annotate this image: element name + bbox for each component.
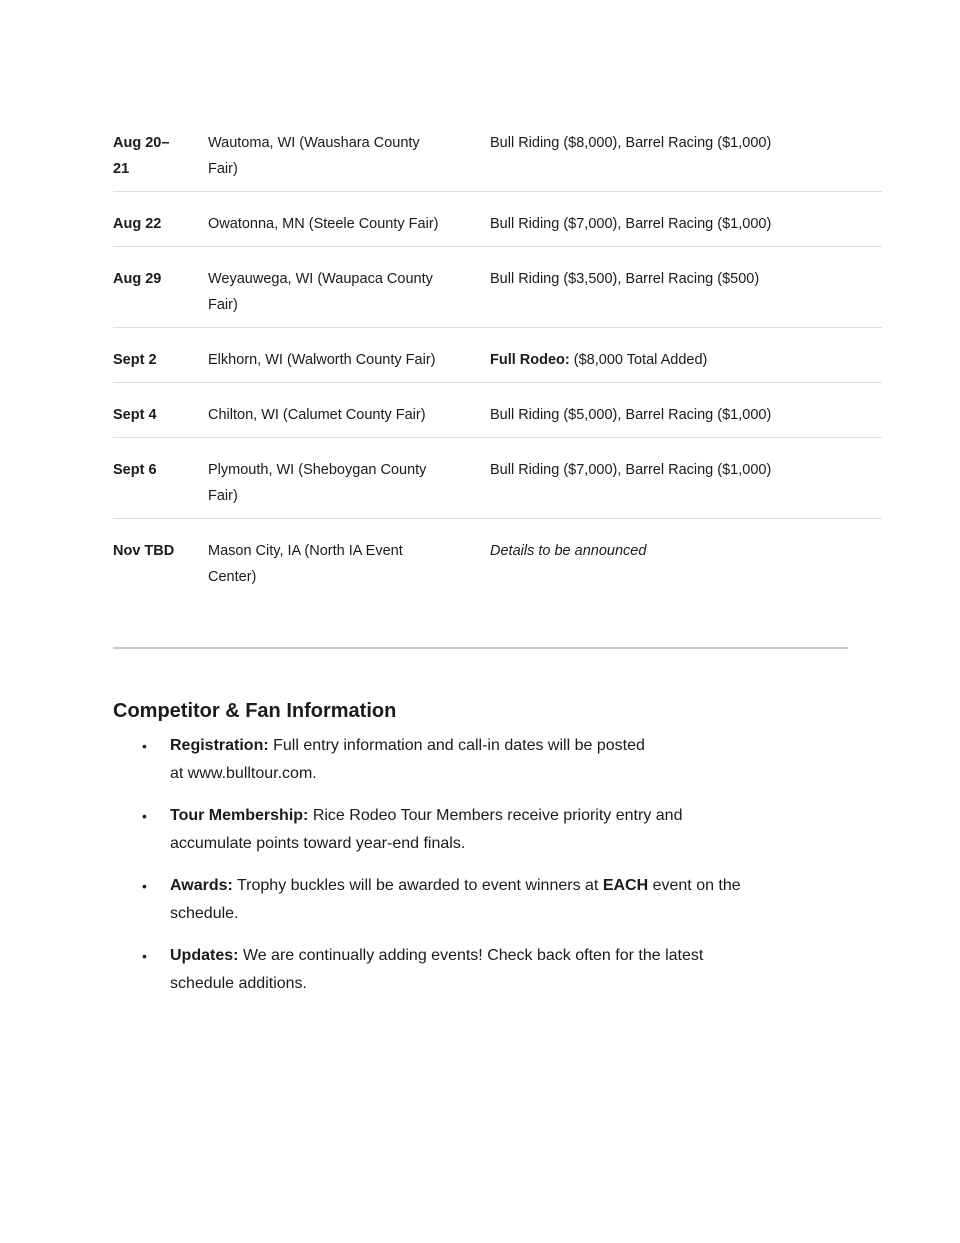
location-line: Chilton, WI (Calumet County Fair) xyxy=(208,407,426,423)
text-run: ($8,000 Total Added) xyxy=(569,352,708,368)
bullet-line xyxy=(170,872,853,900)
location-line: Fair) xyxy=(208,161,238,177)
list-item-awards xyxy=(113,872,853,928)
location-line: Mason City, IA (North IA Event xyxy=(208,543,403,559)
date-line: Sept 2 xyxy=(113,352,157,368)
events-cell xyxy=(490,402,882,428)
list-item-tour-membership xyxy=(113,802,853,858)
text-run: EACH xyxy=(602,877,649,894)
text-run: Bull Riding ($7,000), Barrel Racing ($1,000) xyxy=(490,462,772,478)
table-row xyxy=(113,383,882,438)
text-run: Details to be announced xyxy=(490,543,647,559)
bullet-line xyxy=(170,802,853,830)
text-run: Bull Riding ($3,500), Barrel Racing ($500) xyxy=(490,271,760,287)
table-row xyxy=(113,192,882,247)
section-divider xyxy=(113,647,848,649)
list-item-updates xyxy=(113,942,853,998)
table-row xyxy=(113,328,882,383)
text-run: Rice Rodeo Tour Members receive priority entry and xyxy=(308,807,683,824)
bullet-icon: • xyxy=(142,948,147,964)
info-list xyxy=(113,732,853,1012)
list-item-registration xyxy=(113,732,853,788)
text-run: Tour Membership: xyxy=(170,807,309,824)
bullet-line xyxy=(170,830,853,858)
location-line: Plymouth, WI (Sheboygan County xyxy=(208,462,427,478)
date-line: Aug 20– xyxy=(113,135,170,151)
events-cell xyxy=(490,347,882,373)
location-line: Center) xyxy=(208,569,257,585)
text-run: at www.bulltour.com. xyxy=(170,765,317,782)
location-cell xyxy=(208,211,490,237)
bullet-icon: • xyxy=(142,878,147,894)
text-run: accumulate points toward year-end finals. xyxy=(170,835,466,852)
table-row xyxy=(113,247,882,328)
text-run: Awards: xyxy=(170,877,233,894)
date-cell xyxy=(113,211,208,237)
bullet-icon: • xyxy=(142,808,147,824)
text-run: Bull Riding ($8,000), Barrel Racing ($1,000) xyxy=(490,135,772,151)
date-cell xyxy=(113,266,208,318)
date-line: Nov TBD xyxy=(113,543,175,559)
text-run: We are continually adding events! Check back often for the latest xyxy=(238,947,704,964)
events-cell xyxy=(490,457,882,509)
location-cell xyxy=(208,347,490,373)
text-run: Bull Riding ($7,000), Barrel Racing ($1,000) xyxy=(490,216,772,232)
table-row xyxy=(113,519,882,599)
events-cell xyxy=(490,130,882,182)
bullet-line xyxy=(170,732,853,760)
date-line: Aug 29 xyxy=(113,271,162,287)
text-run: Registration: xyxy=(170,737,269,754)
location-line: Owatonna, MN (Steele County Fair) xyxy=(208,216,439,232)
bullet-line xyxy=(170,760,853,788)
location-cell xyxy=(208,538,490,590)
table-row xyxy=(113,130,882,192)
date-cell xyxy=(113,457,208,509)
bullet-icon: • xyxy=(142,738,147,754)
text-run: Full entry information and call-in dates will be posted xyxy=(268,737,645,754)
date-cell xyxy=(113,402,208,428)
date-line: 21 xyxy=(113,161,130,177)
location-line: Elkhorn, WI (Walworth County Fair) xyxy=(208,352,436,368)
bullet-line xyxy=(170,900,853,928)
schedule-table xyxy=(113,130,882,599)
text-run: Trophy buckles will be awarded to event winners at xyxy=(232,877,603,894)
date-line: Sept 6 xyxy=(113,462,157,478)
text-run: Full Rodeo: xyxy=(490,352,570,368)
text-run: schedule. xyxy=(170,905,239,922)
location-line: Fair) xyxy=(208,488,238,504)
date-line: Sept 4 xyxy=(113,407,157,423)
text-run: Updates: xyxy=(170,947,239,964)
bullet-line xyxy=(170,970,853,998)
events-cell xyxy=(490,211,882,237)
date-cell xyxy=(113,538,208,590)
location-line: Wautoma, WI (Waushara County xyxy=(208,135,420,151)
section-heading: Competitor & Fan Information xyxy=(113,700,397,722)
text-run: Bull Riding ($5,000), Barrel Racing ($1,000) xyxy=(490,407,772,423)
table-row xyxy=(113,438,882,519)
date-cell xyxy=(113,130,208,182)
location-line: Fair) xyxy=(208,297,238,313)
bullet-line xyxy=(170,942,853,970)
location-cell xyxy=(208,130,490,182)
location-cell xyxy=(208,266,490,318)
text-run: schedule additions. xyxy=(170,975,307,992)
date-line: Aug 22 xyxy=(113,216,162,232)
events-cell xyxy=(490,266,882,318)
date-cell xyxy=(113,347,208,373)
text-run: event on the xyxy=(648,877,741,894)
location-line: Weyauwega, WI (Waupaca County xyxy=(208,271,433,287)
location-cell xyxy=(208,402,490,428)
location-cell xyxy=(208,457,490,509)
events-cell xyxy=(490,538,882,590)
